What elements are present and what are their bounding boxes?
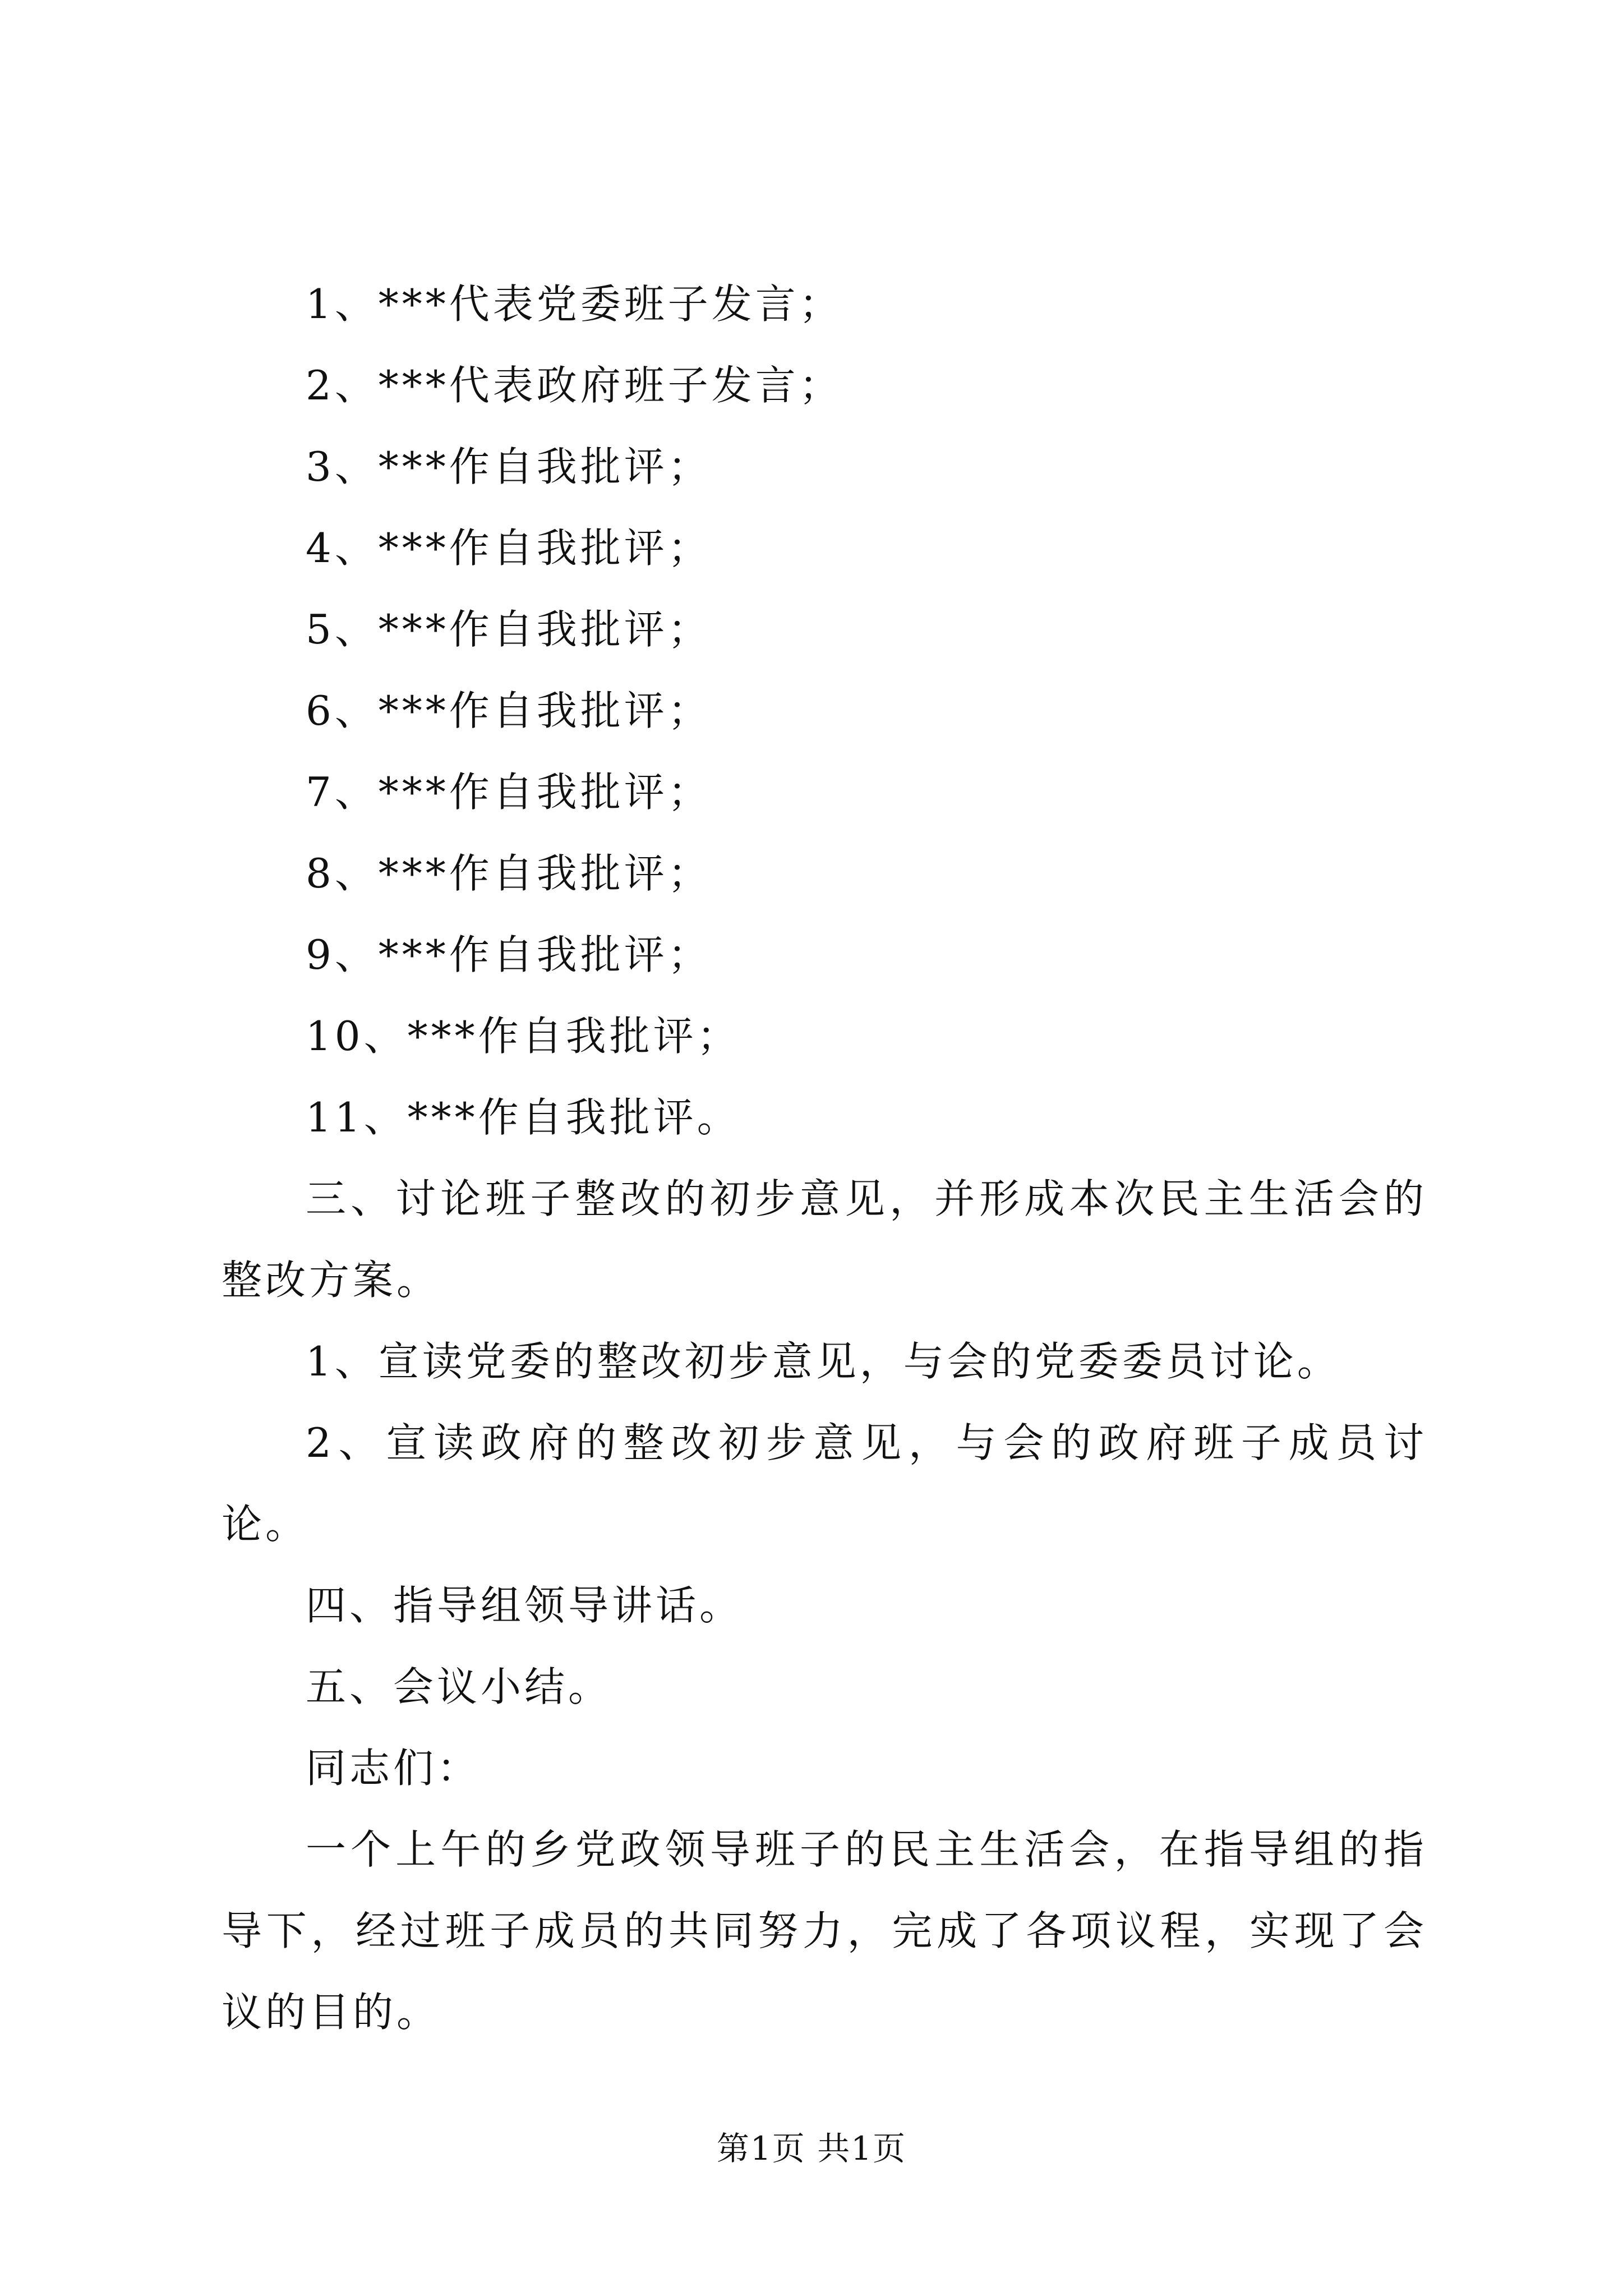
page-footer: 第1页 共1页 (716, 2129, 907, 2168)
agenda-item-10: 10、***作自我批评； (306, 1013, 741, 1060)
agenda-item-8: 8、***作自我批评； (306, 850, 712, 897)
section-heading-3: 三、讨论班子整改的初步意见，并形成本次民主生活会的整改方案。 (222, 1175, 1427, 1304)
agenda-item-9: 9、***作自我批评； (306, 931, 712, 978)
agenda-item-7: 7、***作自我批评； (306, 769, 712, 816)
agenda-item-6: 6、***作自我批评； (306, 687, 712, 734)
section-heading-5: 五、会议小结。 (306, 1663, 612, 1710)
document-body (222, 264, 1427, 2053)
agenda-item-1: 1、***代表党委班子发言； (306, 280, 843, 328)
salutation: 同志们： (306, 1745, 481, 1792)
agenda-item-5: 5、***作自我批评； (306, 606, 712, 653)
agenda-item-2: 2、***代表政府班子发言； (306, 362, 843, 409)
agenda-item-4: 4、***作自我批评； (306, 524, 712, 572)
closing-paragraph: 一个上午的乡党政领导班子的民主生活会，在指导组的指导下，经过班子成员的共同努力，完成了各项议程，实现了会议的目的。 (222, 1826, 1427, 2036)
agenda-item-11: 11、***作自我批评。 (306, 1094, 741, 1141)
section-heading-4: 四、指导组领导讲话。 (306, 1582, 744, 1629)
section-3-item-1: 1、宣读党委的整改初步意见，与会的党委委员讨论。 (306, 1338, 1341, 1385)
section-3-item-2: 2、宣读政府的整改初步意见，与会的政府班子成员讨论。 (222, 1419, 1427, 1548)
agenda-item-3: 3、***作自我批评； (306, 443, 712, 490)
